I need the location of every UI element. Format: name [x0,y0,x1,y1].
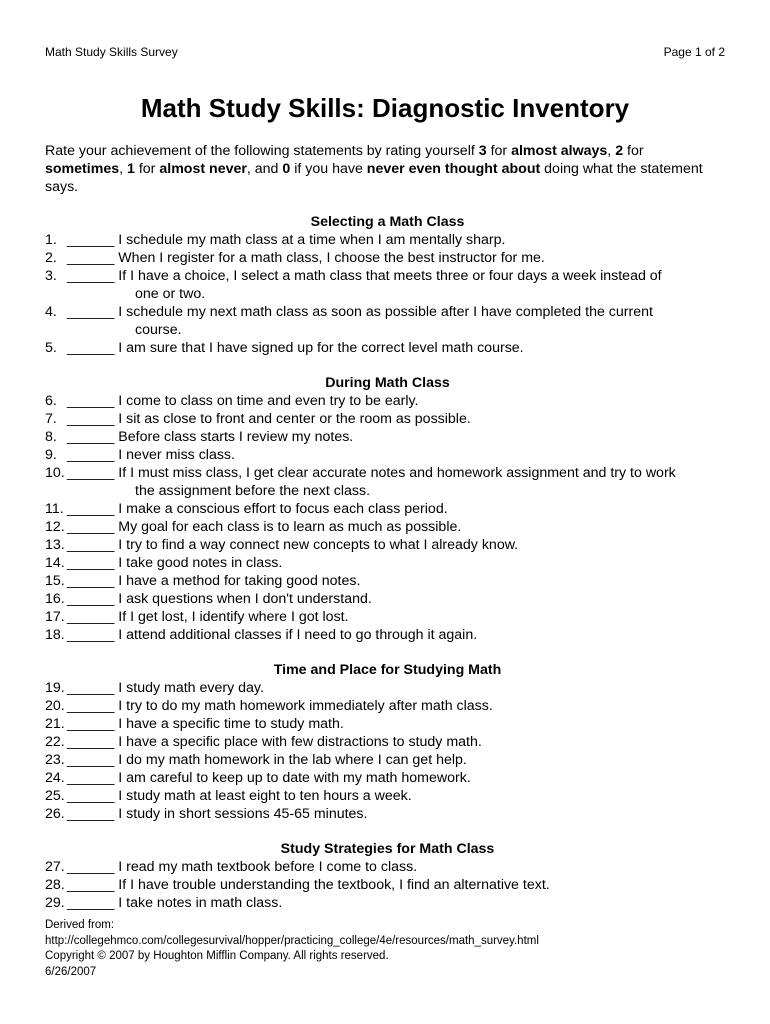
survey-item [45,392,730,410]
item-statement-continuation: one or two. [135,286,206,302]
section-heading: During Math Class [325,375,450,391]
item-number: 4. [45,304,57,320]
item-number: 10. [45,465,65,481]
item-statement: ______ I study math every day. [67,680,264,696]
survey-item [45,733,730,751]
item-statement: ______ I study in short sessions 45-65 minutes. [67,806,368,822]
item-number: 16. [45,591,65,607]
item-statement: ______ If I have a choice, I select a math class that meets three or four days a week instead of [67,268,662,284]
page-number: Page 1 of 2 [663,45,725,59]
item-statement-continuation: the assignment before the next class. [135,483,371,499]
survey-item [45,876,730,894]
item-statement: ______ I have a specific time to study math. [67,716,344,732]
survey-item [45,410,730,428]
item-number: 19. [45,680,65,696]
page-header [45,45,725,61]
item-number: 17. [45,609,65,625]
item-number: 7. [45,411,57,427]
item-statement: ______ I have a specific place with few distractions to study math. [67,734,482,750]
item-statement: ______ I sit as close to front and center or the room as possible. [67,411,471,427]
survey-item [45,428,730,446]
item-statement: ______ I take notes in math class. [67,895,283,911]
item-statement: ______ Before class starts I review my notes. [67,429,354,445]
section-gap [45,823,730,840]
item-statement: ______ I ask questions when I don't understand. [67,591,372,607]
survey-item-list [45,679,730,823]
section-gap [45,357,730,374]
survey-item-list [45,858,730,912]
item-statement: ______ If I have trouble understanding the textbook, I find an alternative text. [67,877,550,893]
item-number: 29. [45,895,65,911]
survey-item [45,590,730,608]
section-heading: Study Strategies for Math Class [280,841,495,857]
item-number: 6. [45,393,57,409]
item-statement: ______ I try to do my math homework immediately after math class. [67,698,493,714]
item-statement-continuation: course. [135,322,182,338]
survey-item [45,267,730,303]
survey-item [45,858,730,876]
item-number: 25. [45,788,65,804]
section-heading: Time and Place for Studying Math [273,662,502,678]
item-number: 26. [45,806,65,822]
item-statement: ______ I read my math textbook before I come to class. [67,859,418,875]
item-number: 28. [45,877,65,893]
item-number: 11. [45,501,64,517]
item-number: 2. [45,250,57,266]
item-statement: ______ I make a conscious effort to focus each class period. [67,501,448,517]
section-heading: Selecting a Math Class [310,214,465,230]
survey-item [45,446,730,464]
footer-copyright: Copyright © 2007 by Houghton Mifflin Company. All rights reserved. [45,950,389,962]
footer-date: 6/26/2007 [45,965,97,978]
survey-item [45,249,730,267]
item-statement: ______ I study math at least eight to ten hours a week. [67,788,412,804]
survey-item [45,679,730,697]
item-number: 1. [45,232,57,248]
survey-item [45,231,730,249]
instructions: Rate your achievement of the following statements by rating yourself 3 for almost always, 2 for sometimes, 1 for almost never, and 0 if you have never even thought about doing what the statement says. [45,143,703,195]
survey-item [45,554,730,572]
footer [45,918,745,980]
item-statement: ______ I am sure that I have signed up for the correct level math course. [67,340,524,356]
item-number: 21. [45,716,65,732]
page-title: Math Study Skills: Diagnostic Inventory [140,93,630,123]
item-number: 18. [45,627,65,643]
item-number: 13. [45,537,65,553]
item-statement: ______ I come to class on time and even try to be early. [67,393,419,409]
item-number: 27. [45,859,65,875]
item-number: 12. [45,519,65,535]
item-number: 8. [45,429,57,445]
item-statement: ______ If I get lost, I identify where I got lost. [67,609,349,625]
item-number: 9. [45,447,57,463]
item-number: 15. [45,573,65,589]
footer-source-url: http://collegehmco.com/collegesurvival/hopper/practicing_college/4e/resources/math_survey.html [45,934,539,947]
survey-item [45,626,730,644]
survey-item [45,303,730,339]
item-number: 5. [45,340,57,356]
item-number: 23. [45,752,65,768]
section-gap [45,644,730,661]
survey-item [45,715,730,733]
survey-item [45,894,730,912]
item-statement: ______ My goal for each class is to learn as much as possible. [67,519,462,535]
survey-content [45,213,730,912]
item-statement: ______ I never miss class. [67,447,235,463]
survey-item [45,572,730,590]
item-number: 22. [45,734,65,750]
survey-item-list [45,392,730,644]
item-statement: ______ I schedule my next math class as soon as possible after I have completed the current [67,304,653,320]
survey-item [45,339,730,357]
survey-item [45,805,730,823]
survey-item [45,769,730,787]
survey-item [45,500,730,518]
survey-item-list [45,231,730,357]
document-name: Math Study Skills Survey [45,45,178,59]
item-statement: ______ I am careful to keep up to date with my math homework. [67,770,471,786]
item-number: 14. [45,555,65,571]
survey-item [45,787,730,805]
item-statement: ______ I try to find a way connect new concepts to what I already know. [67,537,519,553]
survey-item [45,697,730,715]
item-statement: ______ If I must miss class, I get clear accurate notes and homework assignment and try to work [67,465,676,481]
survey-item [45,536,730,554]
item-statement: ______ I attend additional classes if I need to go through it again. [67,627,478,643]
survey-item [45,464,730,500]
survey-item [45,518,730,536]
item-statement: ______ I have a method for taking good notes. [67,573,361,589]
item-statement: ______ I schedule my math class at a time when I am mentally sharp. [67,232,506,248]
survey-item [45,751,730,769]
survey-item [45,608,730,626]
footer-derived: Derived from: [45,919,115,931]
item-number: 3. [45,268,57,284]
item-statement: ______ I take good notes in class. [67,555,283,571]
item-number: 24. [45,770,65,786]
item-statement: ______ When I register for a math class, I choose the best instructor for me. [67,250,545,266]
item-number: 20. [45,698,65,714]
item-statement: ______ I do my math homework in the lab where I can get help. [67,752,467,768]
